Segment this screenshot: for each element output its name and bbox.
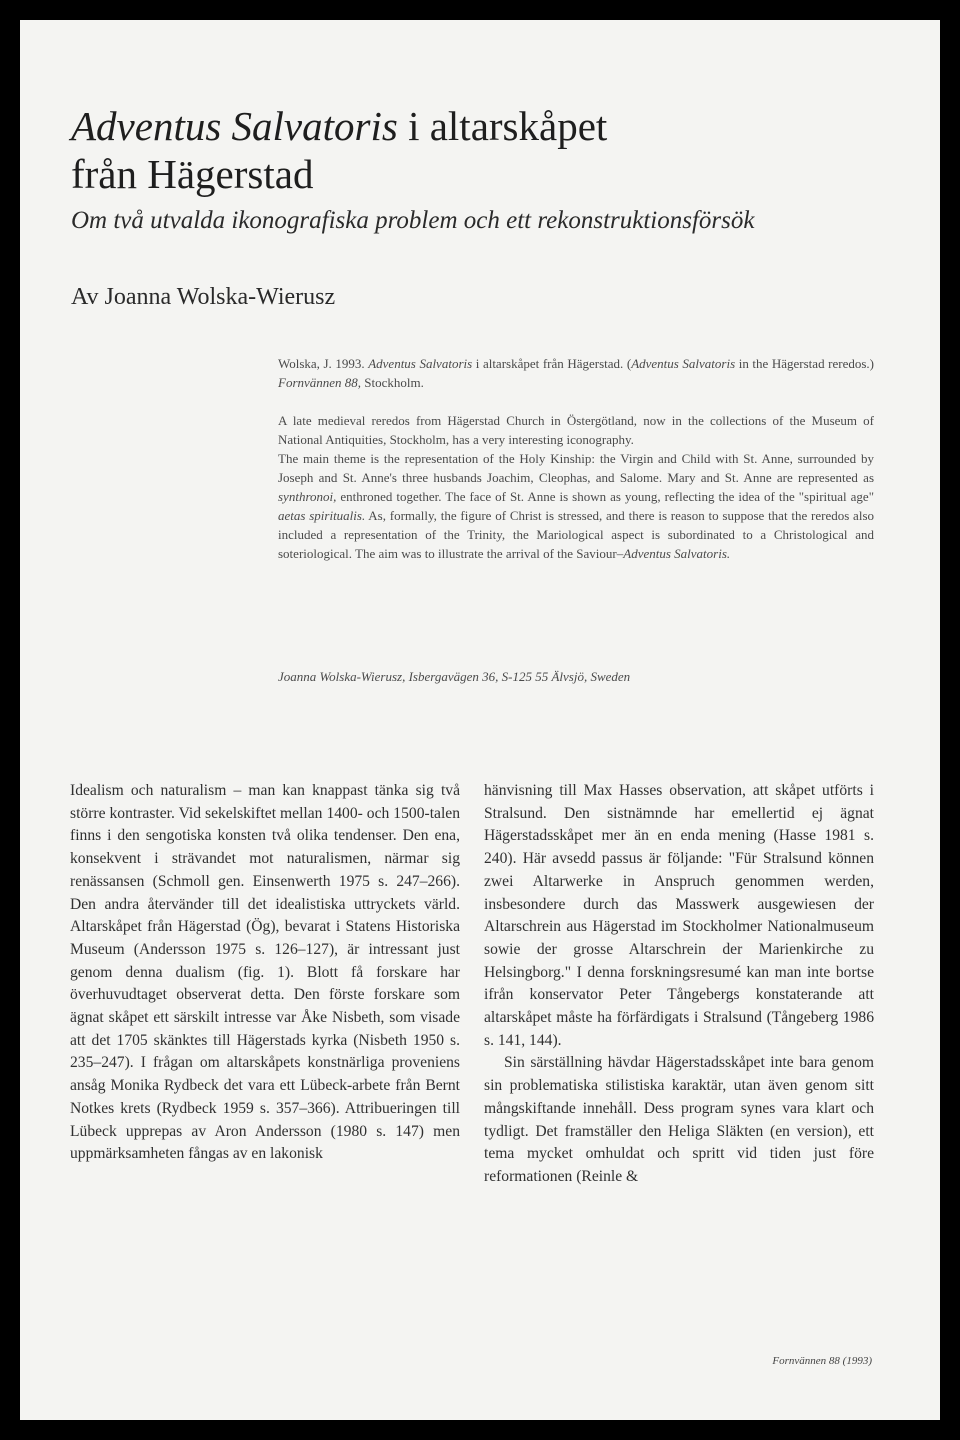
article-subtitle: Om två utvalda ikonografiska problem och ett rekonstruktionsförsök <box>71 207 755 234</box>
abstract-paragraph-2 <box>278 449 874 563</box>
body-paragraph: Sin särställning hävdar Hägerstadsskåpet inte bara genom sin problematiska stilistiska karaktär, utan även genom sitt mångskiftande innehåll. Dess program synes vara klart och tydligt. Det framställer den Heliga Släkten (en version), ett tema mycket omhuldat och spritt vid tiden just före reformationen (Reinle & <box>484 1054 874 1185</box>
abstract-text: As, formally, the figure of Christ is stressed, and there is reason to suppose that the reredos also included a representation of the Trinity, the Mariological aspect is subordinated to a Christological and soteriological. The aim was to illustrate the arrival of the Saviour– <box>278 508 874 561</box>
article-title <box>71 102 911 198</box>
abstract-text: enthroned together. The face of St. Anne is shown as young, reflecting the idea of the "spiritual age" <box>336 489 874 504</box>
abstract-block <box>278 354 874 563</box>
journal-footer: Fornvännen 88 (1993) <box>772 1355 872 1367</box>
body-paragraph: Idealism och naturalism – man kan knappast tänka sig två större kontraster. Vid sekelskiftet mellan 1400- och 1500-talen finns i den sengotiska konsten två olika tendenser. Den ena, konsekvent i strävandet mot naturalismen, närmar sig renässansen (Schmoll gen. Einsenwerth 1975 s. 247–266). Den andra återvänder till det idealistiska uttryckets värld. Altarskåpet från Hägerstad (Ög), bevarat i Statens Historiska Museum (Andersson 1975 s. 126–127), är intressant just genom denna dualism (fig. 1). Blott få forskare har överhuvudtaget observerat detta. Den förste forskare som ägnat skåpet ett särskilt intresse var Åke Nisbeth, som visade att det 1705 skänktes till Hägerstads kyrka (Nisbeth 1950 s. 235–247). I frågan om altarskåpets konstnärliga proveniens ansåg Monika Rydbeck det vara ett Lübeck-arbete från Bernt Notkes krets (Rydbeck 1959 s. 357–366). Attribueringen till Lübeck upprepas av Aron Andersson (1980 s. 147) men uppmärksamheten fångas av en lakonisk <box>70 782 460 1163</box>
body-column-right <box>484 780 874 1189</box>
article-author: Av Joanna Wolska-Wierusz <box>71 284 336 310</box>
ref-part: i altarskåpet från Hägerstad. ( <box>472 356 632 371</box>
ref-part-italic: Fornvännen 88, <box>278 375 362 390</box>
ref-part-italic: Adventus Salvatoris <box>368 356 473 371</box>
title-rest-line1: i altarskåpet <box>397 103 608 149</box>
abstract-text-italic: aetas spiritualis. <box>278 508 366 523</box>
ref-part: in the Hägerstad reredos.) <box>735 356 874 371</box>
body-column-left <box>70 780 460 1166</box>
bibliographic-reference <box>278 354 874 392</box>
ref-part: Wolska, J. 1993. <box>278 356 369 371</box>
abstract-text-italic: Adventus Salvatoris. <box>623 546 731 561</box>
abstract-paragraph-1: A late medieval reredos from Hägerstad Church in Östergötland, now in the collections of the Museum of National Antiquities, Stockholm, has a very interesting iconography. <box>278 413 874 447</box>
abstract-text: The main theme is the representation of the Holy Kinship: the Virgin and Child with St. Anne, surrounded by Joseph and St. Anne's three husbands Joachim, Cleophas, and Salome. Mary and St. Anne are represented as <box>278 451 874 485</box>
abstract-text-italic: synthronoi, <box>278 489 337 504</box>
title-line2: från Hägerstad <box>71 151 314 197</box>
document-page <box>20 20 940 1420</box>
ref-part-italic: Adventus Salvatoris <box>631 356 736 371</box>
body-paragraph: hänvisning till Max Hasses observation, att skåpet utförts i Stralsund. Den sistnämnde har emellertid ej ägnat Hägerstadsskåpet mer än en enda mening (Hasse 1981 s. 240). Här avsedd passus är följande: "Für Stralsund können zwei Altarwerke in Anspruch genommen werden, insbesondere durch das Masswerk ausgewiesen der Altarschrein aus Hägerstad im Stockholmer Nationalmuseum sowie der grosse Altarschrein der Marienkirche zu Helsingborg." I denna forskningsresumé kan man inte bortse ifrån konservator Peter Tångebergs konstaterande att altarskåpet måste ha förfärdigats i Stralsund (Tångeberg 1986 s. 141, 144). <box>484 782 874 1049</box>
title-italic-part: Adventus Salvatoris <box>71 103 398 149</box>
author-address: Joanna Wolska-Wierusz, Isbergavägen 36, S-125 55 Älvsjö, Sweden <box>278 669 631 684</box>
ref-part: Stockholm. <box>361 375 424 390</box>
